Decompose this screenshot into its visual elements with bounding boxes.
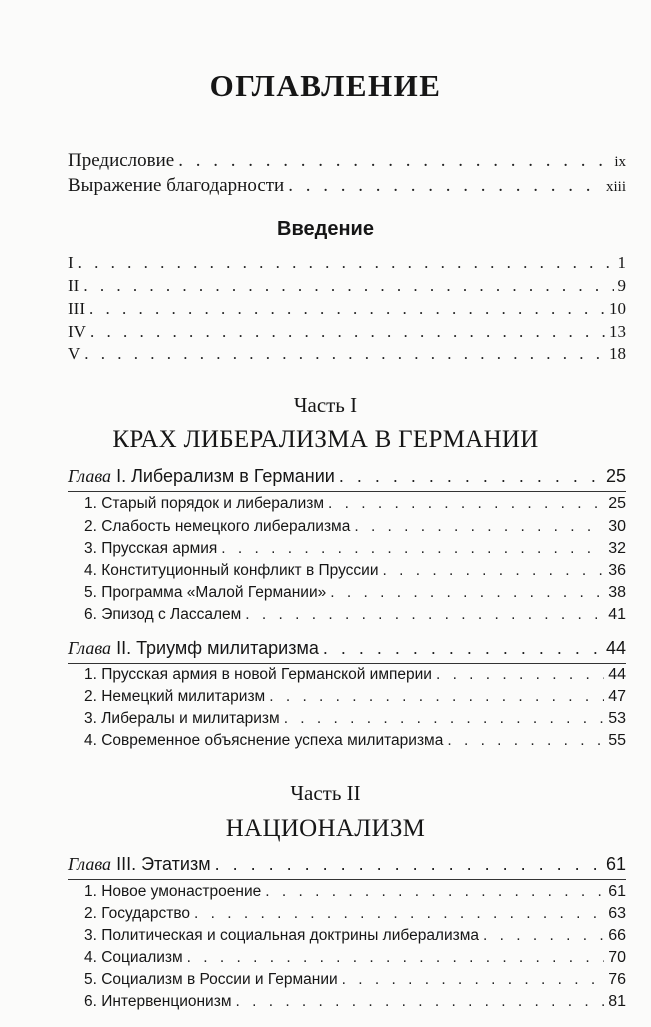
toc-section-1-6: 6. Эпизод с Лассалем . . . 41: [84, 606, 626, 624]
toc-entry-intro-5: V . . . 18: [68, 344, 626, 364]
chapter-1-rule: [68, 491, 626, 492]
toc-section-3-3: 3. Политическая и социальная доктрины либерализма . . . 66: [84, 927, 626, 945]
toc-section-2-3: 3. Либералы и милитаризм . . . 53: [84, 710, 626, 728]
toc-section-3-1: 1. Новое умонастроение . . . 61: [84, 883, 626, 901]
toc-section-1-4: 4. Конституционный конфликт в Пруссии . . . 36: [84, 562, 626, 580]
toc-section-3-5: 5. Социализм в России и Германии . . . 76: [84, 971, 626, 989]
introduction-heading: Введение: [277, 218, 374, 240]
chapter-3-rule: [68, 879, 626, 880]
toc-section-3-2: 2. Государство . . . 63: [84, 905, 626, 923]
toc-section-2-2: 2. Немецкий милитаризм . . . 47: [84, 688, 626, 706]
chapter-2-rule: [68, 663, 626, 664]
toc-section-1-5: 5. Программа «Малой Германии» . . . 38: [84, 584, 626, 602]
toc-section-2-4: 4. Современное объяснение успеха милитаризма . . . 55: [84, 732, 626, 750]
toc-section-3-6: 6. Интервенционизм . . . 81: [84, 993, 626, 1011]
page-title: ОГЛАВЛЕНИЕ: [209, 68, 442, 103]
part-1-title: КРАХ ЛИБЕРАЛИЗМА В ГЕРМАНИИ: [112, 426, 539, 453]
toc-chapter-1: Глава I. Либерализм в Германии . . . 25: [68, 466, 626, 487]
toc-chapter-3: Глава III. Этатизм . . . 61: [68, 854, 626, 875]
toc-section-1-3: 3. Прусская армия . . . 32: [84, 540, 626, 558]
part-2-label: Часть II: [290, 781, 361, 805]
part-2-title: НАЦИОНАЛИЗМ: [225, 815, 426, 842]
toc-entry-intro-2: II . . . 9: [68, 276, 626, 296]
toc-section-1-2: 2. Слабость немецкого либерализма . . . 30: [84, 518, 626, 536]
toc-entry-intro-1: I . . . 1: [68, 253, 626, 273]
toc-section-2-1: 1. Прусская армия в новой Германской империи . . . 44: [84, 666, 626, 684]
toc-chapter-2: Глава II. Триумф милитаризма . . . 44: [68, 638, 626, 659]
toc-section-1-1: 1. Старый порядок и либерализм . . . 25: [84, 495, 626, 513]
toc-entry-intro-3: III . . . 10: [68, 299, 626, 319]
toc-entry-intro-4: IV . . . 13: [68, 322, 626, 342]
toc-section-3-4: 4. Социализм . . . 70: [84, 949, 626, 967]
toc-entry-acknowledgements: Выражение благодарности . . . xiii: [68, 175, 626, 197]
part-1-label: Часть I: [293, 393, 358, 417]
toc-entry-preface: Предисловие . . . ix: [68, 150, 626, 172]
